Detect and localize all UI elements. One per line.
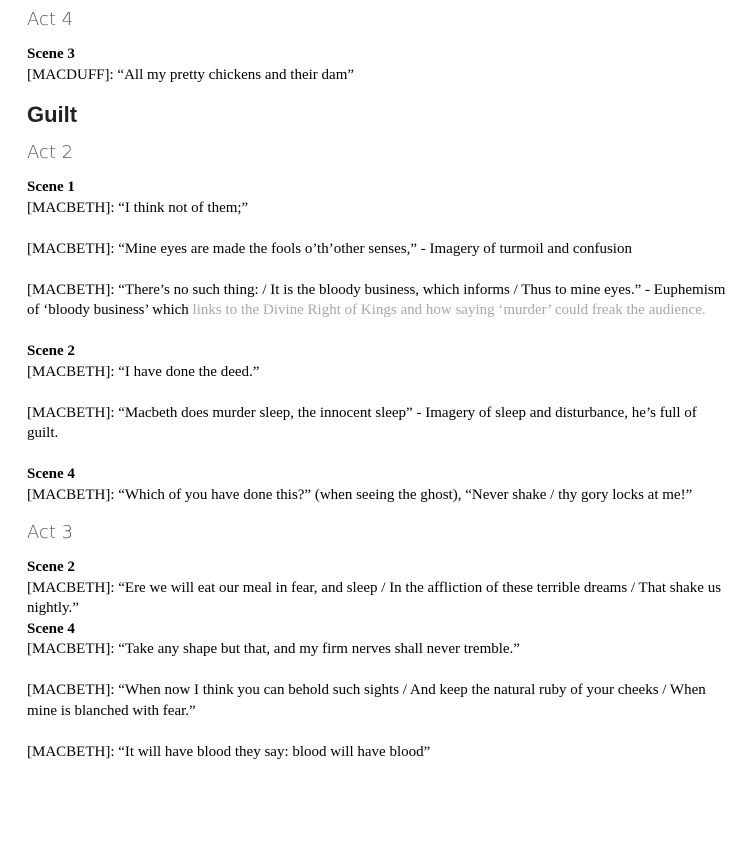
- act-heading: Act 4: [27, 9, 74, 30]
- faded-annotation: links to the Divine Right of Kings and how saying ‘murder’ could freak the audience.: [192, 302, 706, 318]
- quote-text: [MACBETH]: “There’s no such thing: / It is the bloody business, which informs / Thus to mine eyes.” - Euphemism of ‘bloody business’ which: [27, 281, 726, 318]
- quote-line: [MACBETH]: “I have done the deed.”: [27, 363, 260, 380]
- document-page: [27, 0, 727, 762]
- scene-heading: Scene 4: [27, 466, 75, 482]
- quote-line: [MACBETH]: “When now I think you can behold such sights / And keep the natural ruby of your cheeks / When mine is blanched with fear.”: [27, 682, 706, 719]
- quote-line: [MACBETH]: “It will have blood they say: blood will have blood”: [27, 743, 431, 760]
- scene-heading: Scene 2: [27, 343, 75, 359]
- quote-line: [MACBETH]: “Ere we will eat our meal in fear, and sleep / In the affliction of these terrible dreams / That shake us nightly.”: [27, 579, 722, 616]
- quote-line: [MACBETH]: “Macbeth does murder sleep, the innocent sleep” - Imagery of sleep and disturbance, he’s full of guilt.: [27, 404, 697, 441]
- scene-heading: Scene 4: [27, 620, 75, 637]
- act-heading: Act 2: [27, 142, 74, 163]
- quote-line: [MACBETH]: “Take any shape but that, and my firm nerves shall never tremble.”: [27, 641, 520, 657]
- section-heading: Guilt: [27, 102, 78, 127]
- scene-heading: Scene 1: [27, 179, 75, 195]
- scene-heading: Scene 2: [27, 559, 75, 575]
- quote-line: [MACBETH]: “Mine eyes are made the fools o’th’other senses,” - Imagery of turmoil and confusion: [27, 240, 632, 257]
- scene-heading: Scene 3: [27, 46, 75, 62]
- act-heading: Act 3: [27, 522, 74, 543]
- quote-paragraph: [27, 280, 727, 321]
- quote-line: [MACDUFF]: “All my pretty chickens and their dam”: [27, 66, 355, 83]
- quote-line: [MACBETH]: “I think not of them;”: [27, 199, 249, 216]
- quote-line: [MACBETH]: “Which of you have done this?” (when seeing the ghost), “Never shake / thy gory locks at me!”: [27, 486, 693, 503]
